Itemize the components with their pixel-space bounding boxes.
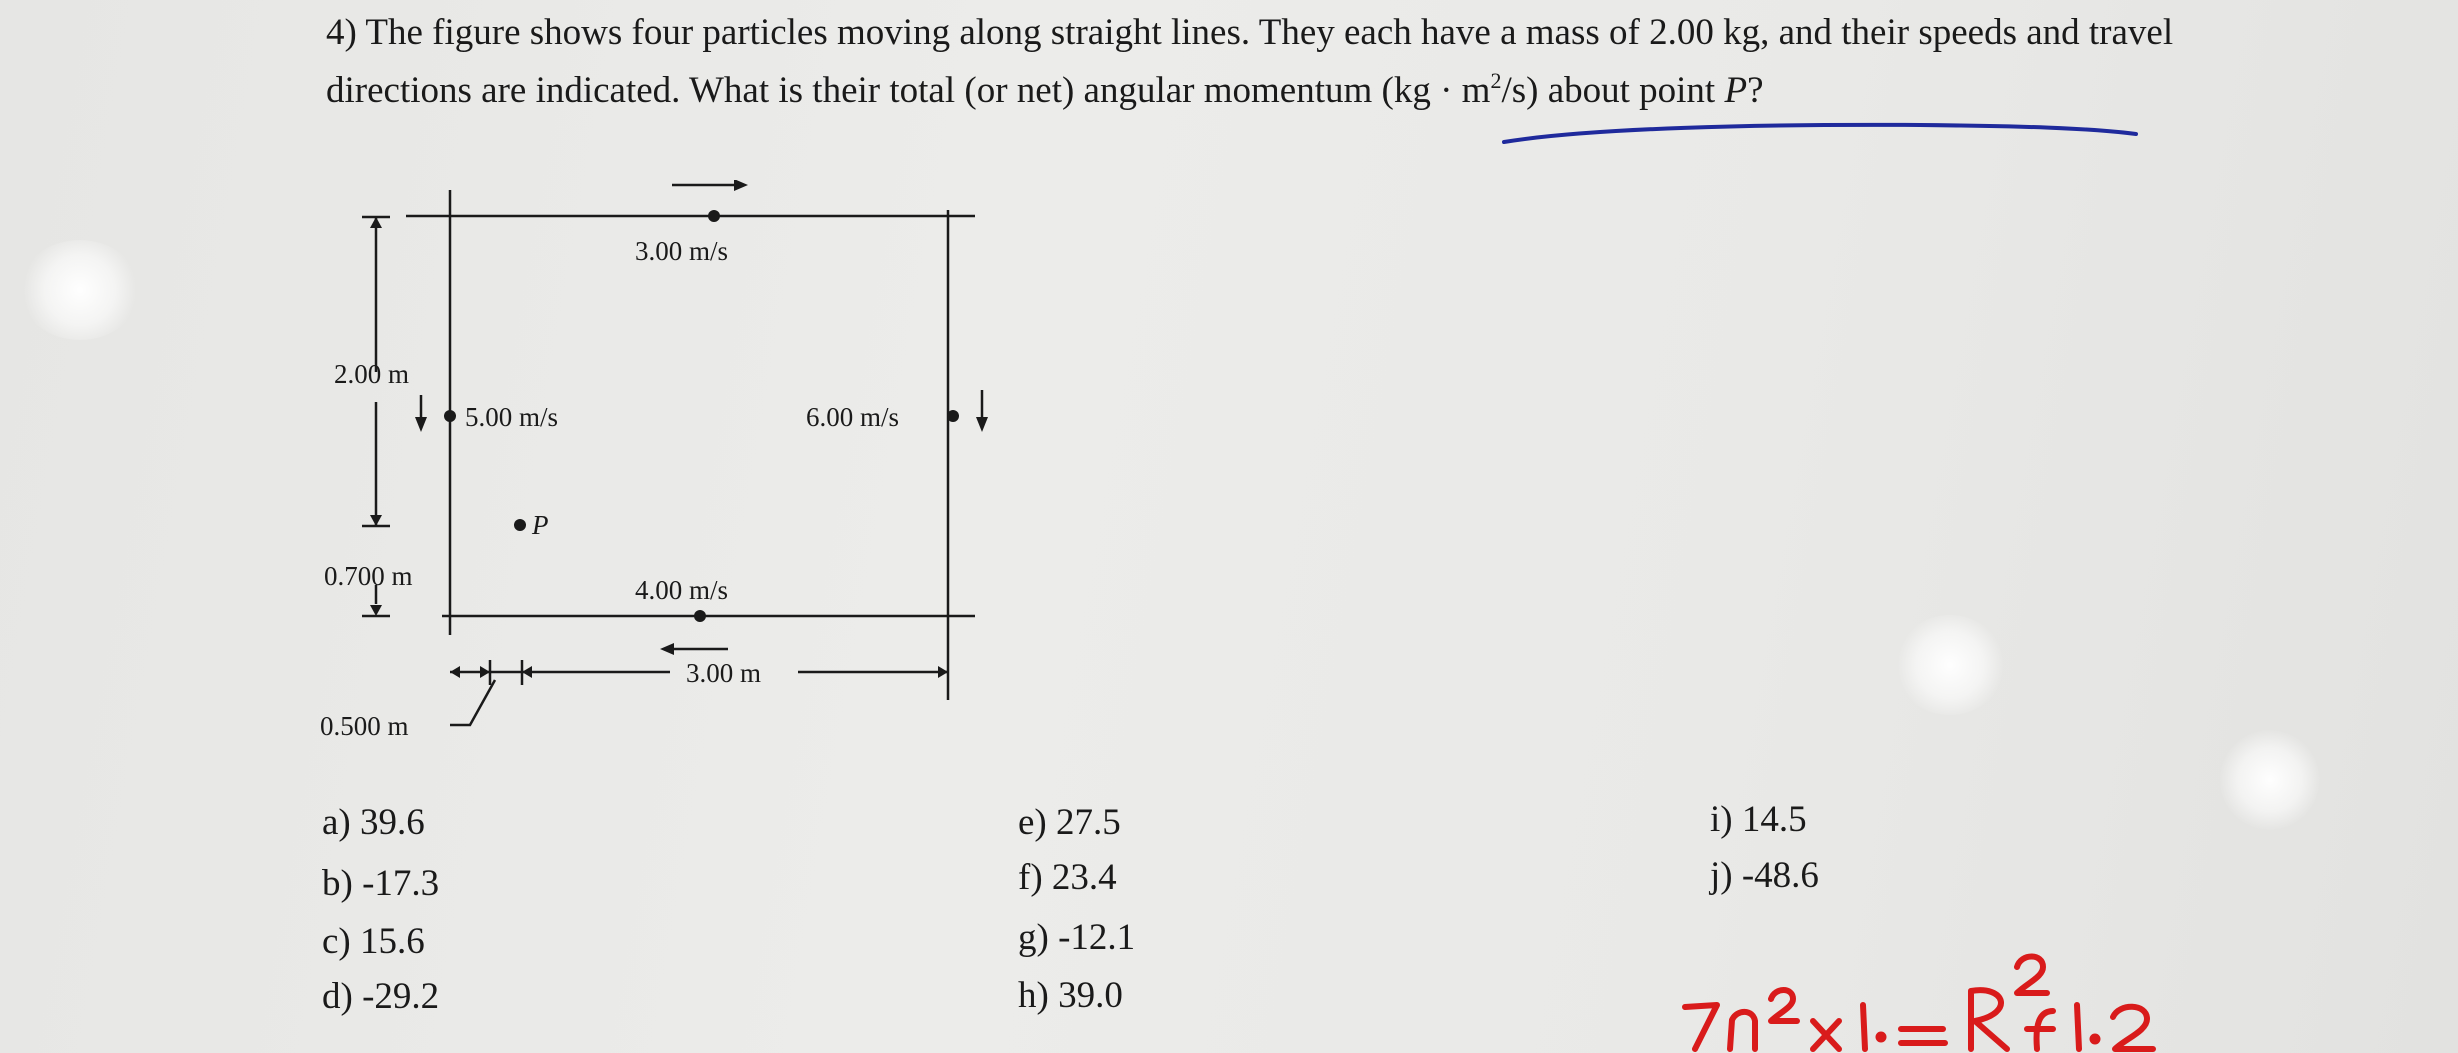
pen-underline (1500, 118, 2150, 148)
particle-top (708, 210, 720, 222)
choice-b: b) -17.3 (322, 863, 440, 904)
label-dim-0700: 0.700 m (324, 561, 413, 591)
particle-left (444, 410, 456, 422)
question-exponent: 2 (1490, 68, 1502, 93)
question-end: ? (1747, 70, 1764, 111)
glare-left (20, 240, 140, 340)
choice-h: h) 39.0 (1018, 975, 1123, 1016)
choice-c: c) 15.6 (322, 921, 425, 962)
choice-a: a) 39.6 (322, 802, 425, 843)
particle-figure (310, 180, 1010, 750)
label-speed-bottom: 4.00 m/s (635, 575, 729, 605)
label-dim-2m: 2.00 m (334, 359, 410, 389)
question-mid: /s) about point (1501, 70, 1725, 111)
glare-right (2220, 730, 2320, 830)
glare-middle (1895, 615, 2005, 715)
choice-d: d) -29.2 (322, 976, 440, 1017)
choice-g: g) -12.1 (1018, 917, 1136, 958)
handwritten-note (1675, 925, 2275, 1053)
choice-i: i) 14.5 (1710, 799, 1807, 840)
particle-bottom (694, 610, 706, 622)
label-speed-right: 6.00 m/s (806, 402, 900, 432)
choice-j: j) -48.6 (1710, 855, 1819, 896)
point-p-dot (514, 519, 526, 531)
question-point-var: P (1724, 70, 1748, 111)
choice-e: e) 27.5 (1018, 802, 1121, 843)
label-point-p: P (532, 510, 549, 540)
label-speed-top: 3.00 m/s (635, 236, 729, 266)
label-dim-0500: 0.500 m (320, 711, 409, 741)
question-prefix: 4) The figure shows four particles moving along straight lines. They each have a mass of 2.00 kg, and their speeds and travel directions are indicated. What is their total (or net) angular momentum (kg · m (326, 12, 2174, 111)
particle-right (947, 410, 959, 422)
question-text (326, 4, 2286, 120)
label-speed-left: 5.00 m/s (465, 402, 559, 432)
label-dim-3m: 3.00 m (686, 658, 762, 688)
choice-f: f) 23.4 (1018, 857, 1117, 898)
